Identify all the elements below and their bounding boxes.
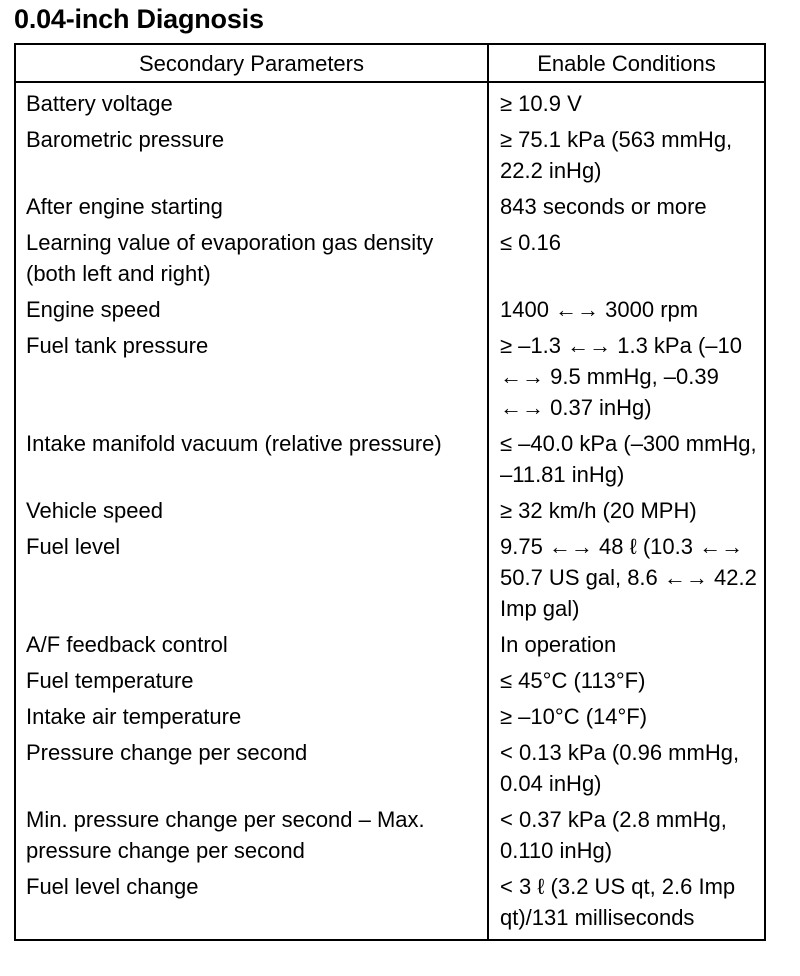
condition-cell: ≥ 75.1 kPa (563 mmHg, 22.2 inHg): [500, 127, 733, 183]
parameter-cell: Min. pressure change per second – Max. pressure change per second: [15, 801, 488, 868]
parameter-cell: Fuel temperature: [15, 662, 488, 698]
table-row: [15, 528, 765, 626]
table-row: [15, 626, 765, 662]
condition-cell: ≤ –40.0 kPa (–300 mmHg, –11.81 inHg): [500, 431, 757, 487]
parameter-cell: Battery voltage: [15, 82, 488, 121]
table-row: [15, 82, 765, 121]
parameter-cell: Pressure change per second: [15, 734, 488, 801]
header-secondary-parameters: Secondary Parameters: [15, 44, 488, 82]
parameter-cell: Fuel level: [15, 528, 488, 626]
condition-cell: 843 seconds or more: [500, 194, 707, 219]
table-header-row: [15, 44, 765, 82]
table-row: [15, 801, 765, 868]
table-row: [15, 662, 765, 698]
condition-cell: ≤ 0.16: [500, 230, 562, 255]
table-row: [15, 327, 765, 425]
parameter-cell: After engine starting: [15, 188, 488, 224]
parameter-cell: Intake manifold vacuum (relative pressure): [15, 425, 488, 492]
page-title: 0.04-inch Diagnosis: [14, 4, 264, 34]
table-row: [15, 868, 765, 940]
parameter-cell: Fuel tank pressure: [15, 327, 488, 425]
table-row: [15, 291, 765, 327]
condition-cell: ≤ 45°C (113°F): [500, 668, 646, 693]
header-enable-conditions: Enable Conditions: [488, 44, 765, 82]
parameter-cell: Barometric pressure: [15, 121, 488, 188]
table-row: [15, 121, 765, 188]
condition-cell: 9.75 ←→ 48 ℓ (10.3 ←→ 50.7 US gal, 8.6 ←→ 42.2 Imp gal): [500, 534, 757, 621]
table-row: [15, 425, 765, 492]
parameter-cell: Learning value of evaporation gas density (both left and right): [15, 224, 488, 291]
table-row: [15, 188, 765, 224]
parameter-cell: A/F feedback control: [15, 626, 488, 662]
parameter-cell: Vehicle speed: [15, 492, 488, 528]
table-row: [15, 224, 765, 291]
table-row: [15, 734, 765, 801]
condition-cell: ≥ 10.9 V: [500, 91, 582, 116]
condition-cell: < 0.13 kPa (0.96 mmHg, 0.04 inHg): [500, 740, 740, 796]
parameter-cell: Engine speed: [15, 291, 488, 327]
table-row: [15, 492, 765, 528]
condition-cell: In operation: [500, 632, 617, 657]
enable-conditions-table: [14, 43, 766, 941]
parameter-cell: Intake air temperature: [15, 698, 488, 734]
parameter-cell: Fuel level change: [15, 868, 488, 940]
condition-cell: ≥ –10°C (14°F): [500, 704, 648, 729]
condition-cell: < 3 ℓ (3.2 US qt, 2.6 Imp qt)/131 milliseconds: [500, 874, 736, 930]
condition-cell: < 0.37 kPa (2.8 mmHg, 0.110 inHg): [500, 807, 727, 863]
table-row: [15, 698, 765, 734]
condition-cell: ≥ –1.3 ←→ 1.3 kPa (–10 ←→ 9.5 mmHg, –0.39 ←→ 0.37 inHg): [500, 333, 742, 420]
condition-cell: ≥ 32 km/h (20 MPH): [500, 498, 697, 523]
condition-cell: 1400 ←→ 3000 rpm: [500, 297, 699, 322]
